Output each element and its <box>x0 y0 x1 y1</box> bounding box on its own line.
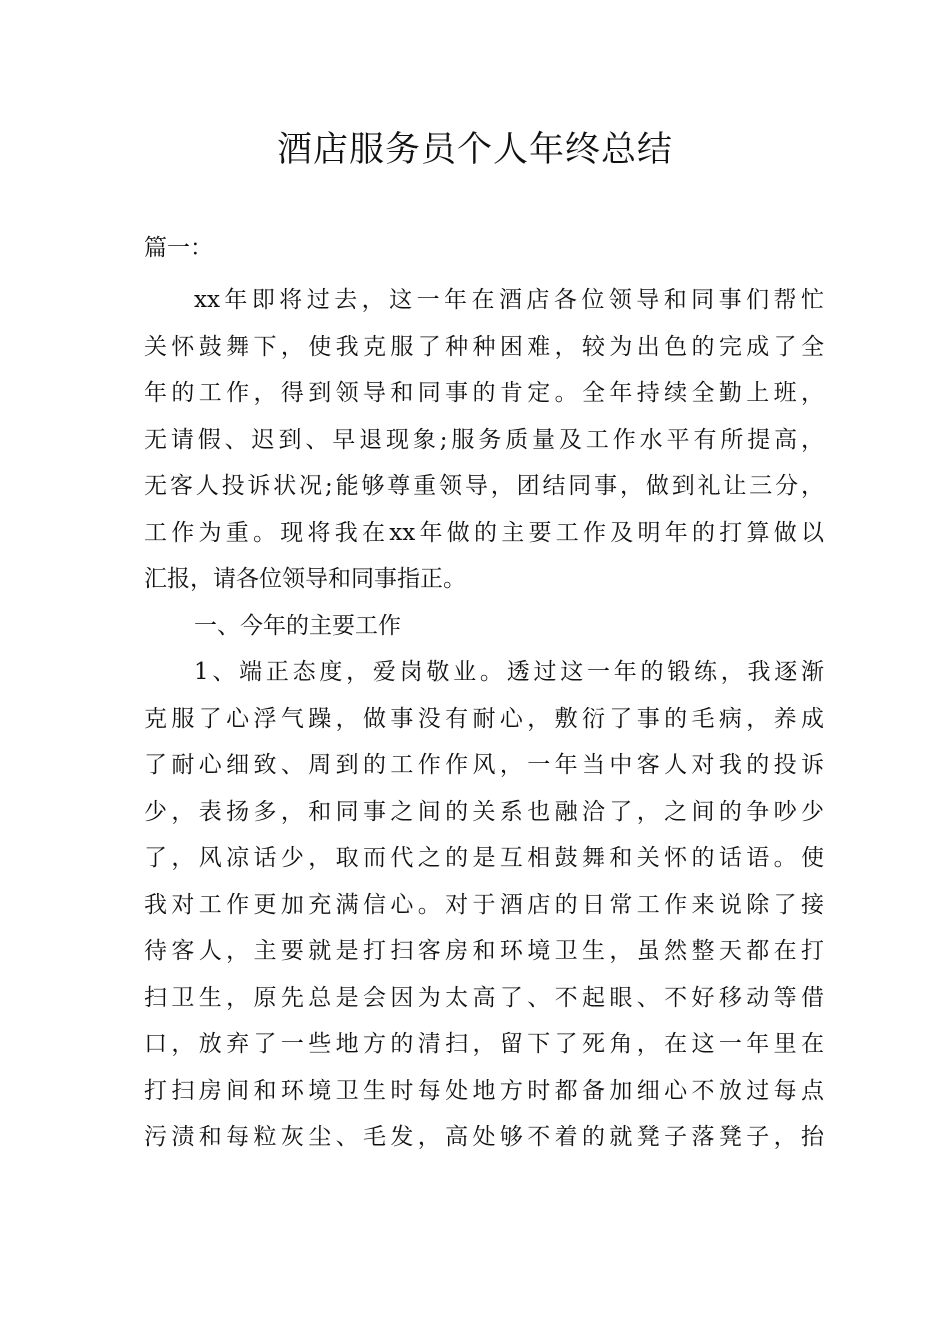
paragraph-line: 克服了心浮气躁，做事没有耐心，敷衍了事的毛病，养成 <box>144 705 824 732</box>
paragraph-line: 待客人，主要就是打扫客房和环境卫生，虽然整天都在打 <box>144 938 824 964</box>
paragraph-line: 年的工作，得到领导和同事的肯定。全年持续全勤上班， <box>144 380 824 406</box>
paragraph-line: 无客人投诉状况;能够尊重领导，团结同事，做到礼让三分， <box>144 473 824 499</box>
paragraph-line: 了耐心细致、周到的工作作风，一年当中客人对我的投诉 <box>144 752 824 778</box>
paragraph-line: 我对工作更加充满信心。对于酒店的日常工作来说除了接 <box>144 891 824 918</box>
paragraph-line: 扫卫生，原先总是会因为太高了、不起眼、不好移动等借 <box>144 984 824 1011</box>
paragraph-line: 打扫房间和环境卫生时每处地方时都备加细心不放过每点 <box>144 1077 824 1104</box>
document-title: 酒店服务员个人年终总结 <box>276 130 673 170</box>
paragraph-line: 汇报，请各位领导和同事指正。 <box>144 566 466 592</box>
paragraph-line: 工作为重。现将我在xx年做的主要工作及明年的打算做以 <box>144 519 824 546</box>
paragraph-line: 口，放弃了一些地方的清扫，留下了死角，在这一年里在 <box>144 1031 824 1057</box>
paragraph-line: 少，表扬多，和同事之间的关系也融洽了，之间的争吵少 <box>144 798 824 825</box>
section-label: 篇一： <box>144 235 213 261</box>
section-heading: 一、今年的主要工作 <box>194 612 401 639</box>
paragraph-line: 关怀鼓舞下，使我克服了种种困难，较为出色的完成了全 <box>144 333 824 360</box>
body-text <box>144 280 824 1164</box>
paragraph-line: 污渍和每粒灰尘、毛发，高处够不着的就凳子落凳子，抬 <box>144 1124 824 1150</box>
paragraph-line: 1、端正态度，爱岗敬业。透过这一年的锻练，我逐渐 <box>194 659 824 685</box>
paragraph-line: 无请假、迟到、早退现象;服务质量及工作水平有所提高， <box>144 426 824 453</box>
paragraph-line: 了，风凉话少，取而代之的是互相鼓舞和关怀的话语。使 <box>144 845 824 871</box>
paragraph-line: xx年即将过去，这一年在酒店各位领导和同事们帮忙 <box>194 287 824 313</box>
